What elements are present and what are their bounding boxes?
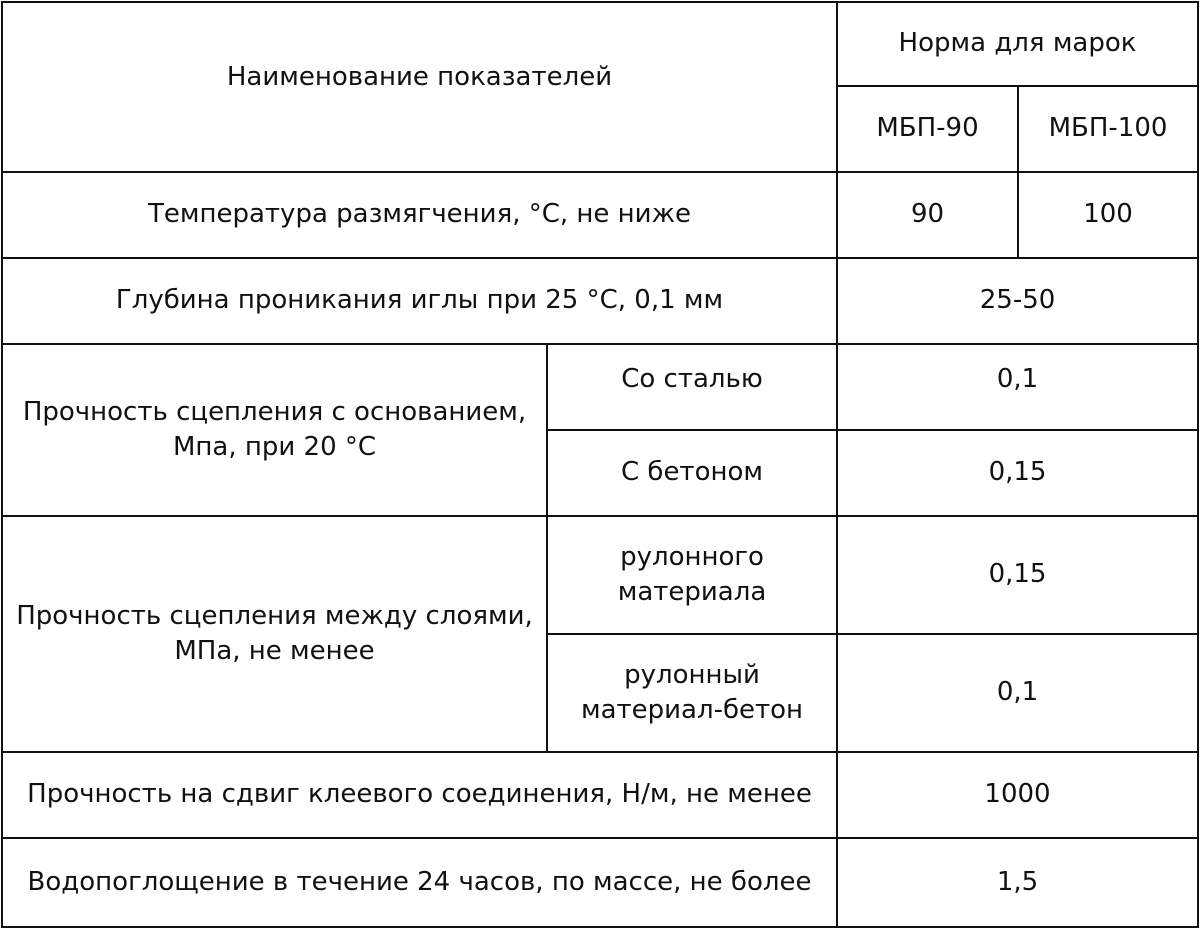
value-cell: 100 bbox=[1018, 172, 1198, 258]
indicator-column-header: Наименование показателей bbox=[2, 2, 837, 172]
value-cell: 25-50 bbox=[837, 258, 1198, 344]
row-name: Температура размягчения, °С, не ниже bbox=[2, 172, 837, 258]
table-row bbox=[2, 344, 1198, 430]
row-name: Прочность на сдвиг клеевого соединения, Н/м, не менее bbox=[2, 752, 837, 838]
sub-label: Со сталью bbox=[547, 344, 837, 430]
bitumen-mastic-spec-table bbox=[1, 1, 1199, 928]
row-name: Прочность сцепления с основанием, Мпа, при 20 °С bbox=[2, 344, 547, 516]
sub-label: рулонного материала bbox=[547, 516, 837, 634]
value-cell: 0,1 bbox=[837, 344, 1198, 430]
sub-label: С бетоном bbox=[547, 430, 837, 516]
table-row bbox=[2, 516, 1198, 634]
value-cell: 90 bbox=[837, 172, 1018, 258]
value-cell: 0,15 bbox=[837, 516, 1198, 634]
value-cell: 0,1 bbox=[837, 634, 1198, 752]
header-row bbox=[2, 2, 1198, 86]
sub-label: рулонный материал-бетон bbox=[547, 634, 837, 752]
table-row bbox=[2, 258, 1198, 344]
table-row bbox=[2, 752, 1198, 838]
table-row bbox=[2, 172, 1198, 258]
grade-header-mbp100: МБП-100 bbox=[1018, 86, 1198, 172]
value-cell: 1000 bbox=[837, 752, 1198, 838]
table-row bbox=[2, 838, 1198, 927]
norm-group-header: Норма для марок bbox=[837, 2, 1198, 86]
value-cell: 1,5 bbox=[837, 838, 1198, 927]
row-name: Глубина проникания иглы при 25 °С, 0,1 мм bbox=[2, 258, 837, 344]
grade-header-mbp90: МБП-90 bbox=[837, 86, 1018, 172]
value-cell: 0,15 bbox=[837, 430, 1198, 516]
row-name: Водопоглощение в течение 24 часов, по массе, не более bbox=[2, 838, 837, 927]
row-name: Прочность сцепления между слоями, МПа, не менее bbox=[2, 516, 547, 752]
